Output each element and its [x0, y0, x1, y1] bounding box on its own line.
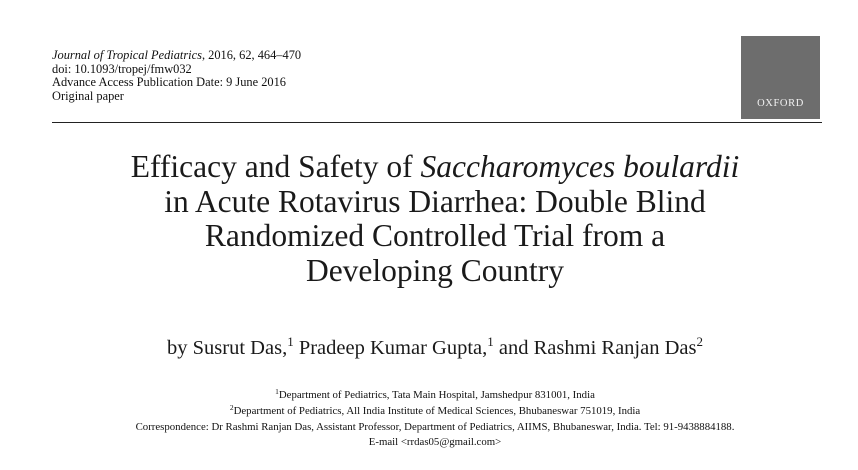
journal-meta — [52, 49, 301, 103]
author-3-affiliation-mark: 2 — [696, 334, 703, 349]
article-type: Original paper — [52, 88, 124, 103]
header-divider — [52, 122, 822, 123]
title-line-1-species: Saccharomyces boulardii — [420, 149, 740, 184]
author-list — [40, 336, 830, 360]
title-line-4: Developing Country — [305, 252, 565, 288]
doi-link[interactable]: doi: 10.1093/tropej/fmw032 — [52, 61, 192, 76]
author-2-affiliation-mark: 1 — [487, 334, 494, 349]
journal-details: , 2016, 62, 464–470 — [201, 48, 302, 62]
journal-citation — [52, 49, 301, 63]
affiliation-1-text: Department of Pediatrics, Tata Main Hospital, Jamshedpur 831001, India — [278, 389, 595, 401]
title-line-3: Randomized Controlled Trial from a — [204, 218, 666, 253]
oxford-logo-text: OXFORD — [757, 98, 804, 109]
article-title — [40, 150, 830, 288]
affiliation-2-text: Department of Pediatrics, All India Institute of Medical Sciences, Bhubaneswar 751019, India — [233, 404, 641, 417]
author-2: Pradeep Kumar Gupta, — [293, 337, 488, 359]
affiliation-2-mark: 2 — [229, 402, 234, 412]
affiliations — [30, 388, 840, 451]
email-link[interactable]: E-mail <rrdas05@gmail.com> — [368, 436, 502, 449]
journal-name: Journal of Tropical Pediatrics — [52, 48, 202, 62]
author-1-affiliation-mark: 1 — [287, 334, 294, 349]
author-1: Susrut Das, — [192, 337, 288, 359]
title-line-1 — [40, 150, 830, 185]
authors-prefix: by — [167, 337, 193, 359]
title-line-2: in Acute Rotavirus Diarrhea: Double Blind — [164, 183, 706, 219]
authors-connector: and — [493, 337, 534, 359]
correspondence: Correspondence: Dr Rashmi Ranjan Das, Assistant Professor, Department of Pediatrics, AIIMS, Bhubaneswar, India. Tel: 91-9438884188. — [135, 420, 735, 433]
title-line-1-prefix: Efficacy and Safety of — [130, 149, 421, 184]
publication-date: Advance Access Publication Date: 9 June 2016 — [52, 75, 286, 90]
affiliation-2 — [30, 404, 840, 420]
affiliation-1 — [30, 388, 840, 404]
author-3: Rashmi Ranjan Das — [533, 337, 697, 359]
affiliation-1-mark: 1 — [275, 387, 279, 396]
oxford-logo — [741, 36, 820, 119]
